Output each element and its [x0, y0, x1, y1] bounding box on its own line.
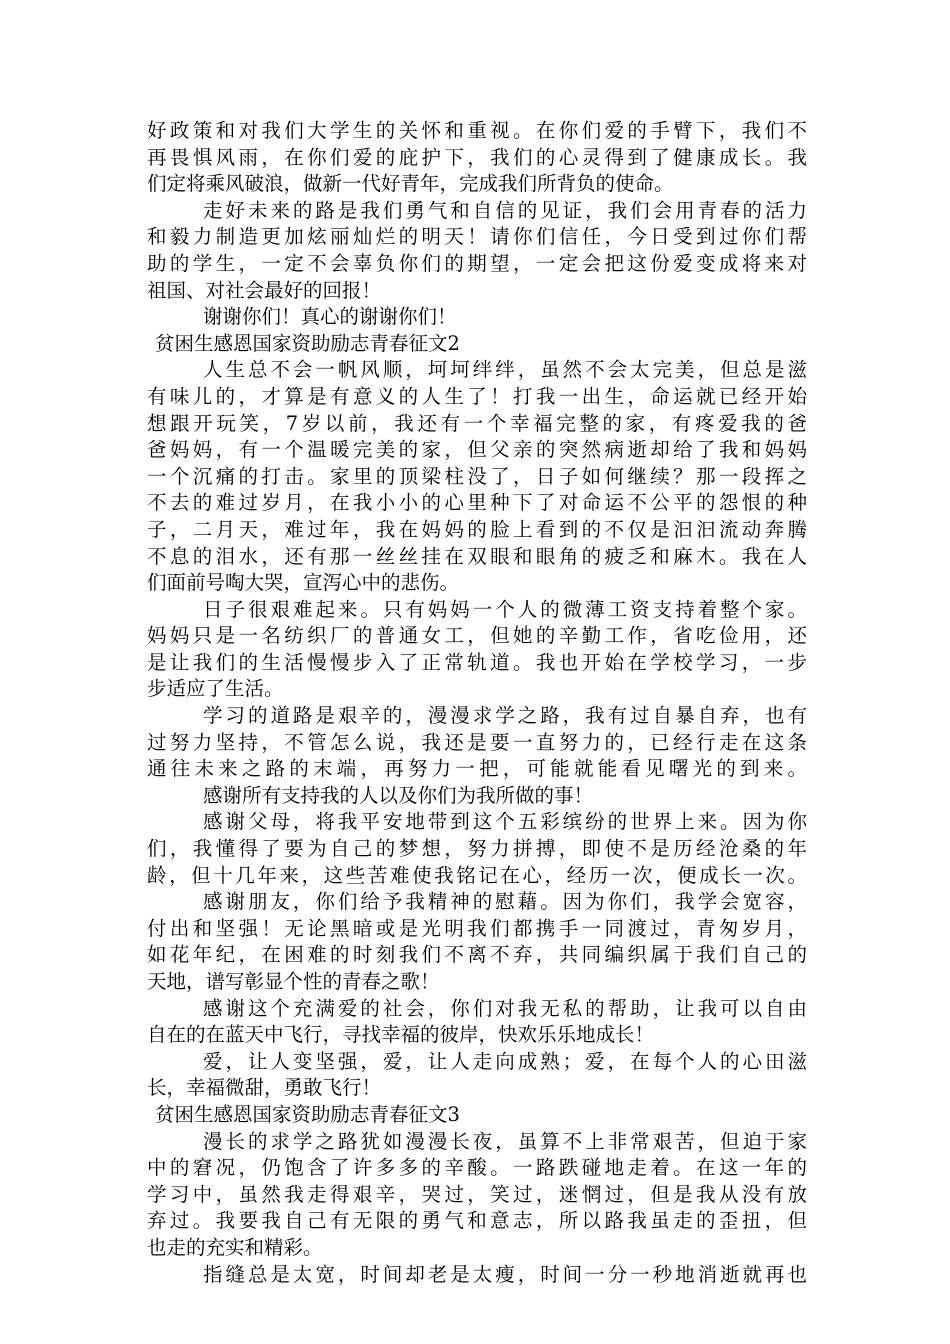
text-line: 想跟开玩笑，7岁以前，我还有一个幸福完整的家，有疼爱我的爸 — [147, 411, 807, 435]
paragraph-start-line: 日子很艰难起来。只有妈妈一个人的微薄工资支持着整个家。 — [203, 597, 807, 621]
text-line: 们，我懂得了要为自己的梦想，努力拼搏，即使不是历经沧桑的年 — [147, 837, 807, 861]
text-line: 如花年纪，在困难的时刻我们不离不弃，共同编织属于我们自己的 — [147, 943, 807, 967]
text-line: 龄，但十几年来，这些苦难使我铭记在心，经历一次，便成长一次。 — [147, 863, 807, 887]
text-line: 不去的难过岁月，在我小小的心里种下了对命运不公平的怨恨的种 — [147, 491, 807, 515]
text-line: 步适应了生活。 — [147, 677, 284, 701]
paragraph-start-line: 感谢所有支持我的人以及你们为我所做的事！ — [203, 783, 594, 807]
text-line: 祖国、对社会最好的回报！ — [147, 278, 382, 302]
text-line: 再畏惧风雨，在你们爱的庇护下，我们的心灵得到了健康成长。我 — [147, 145, 807, 169]
text-line: 妈妈只是一名纺织厂的普通女工，但她的辛勤工作，省吃俭用，还 — [147, 624, 807, 648]
text-line: 助的学生，一定不会辜负你们的期望，一定会把这份爱变成将来对 — [147, 251, 807, 275]
document-page — [147, 118, 807, 1288]
text-line: 是让我们的生活慢慢步入了正常轨道。我也开始在学校学习，一步 — [147, 650, 807, 674]
paragraph-start-line: 学习的道路是艰辛的，漫漫求学之路，我有过自暴自弃，也有 — [203, 704, 807, 728]
text-line: 们面前号啕大哭，宣泻心中的悲伤。 — [147, 571, 460, 595]
text-line: 爸妈妈，有一个温暖完美的家，但父亲的突然病逝却给了我和妈妈 — [147, 438, 807, 462]
paragraph-start-line: 感谢朋友，你们给予我精神的慰藉。因为你们，我学会宽容， — [203, 890, 807, 914]
text-line: 也走的充实和精彩。 — [147, 1235, 323, 1259]
paragraph-start-line: 感谢这个充满爱的社会，你们对我无私的帮助，让我可以自由 — [203, 996, 807, 1020]
paragraph-start-line: 谢谢你们！真心的谢谢你们！ — [203, 305, 457, 329]
text-line: 和毅力制造更加炫丽灿烂的明天！请你们信任，今日受到过你们帮 — [147, 225, 807, 249]
paragraph-start-line: 漫长的求学之路犹如漫漫长夜，虽算不上非常艰苦，但迫于家 — [203, 1129, 807, 1153]
paragraph-start-line: 指缝总是太宽，时间却老是太瘦，时间一分一秒地消逝就再也 — [203, 1262, 807, 1286]
text-line: 付出和坚强！无论黑暗或是光明我们都携手一同渡过，青匆岁月， — [147, 916, 807, 940]
text-line: 学习中，虽然我走得艰辛，哭过，笑过，迷惘过，但是我从没有放 — [147, 1182, 807, 1206]
section-heading: 贫困生感恩国家资助励志青春征文2 — [155, 331, 460, 355]
text-line: 自在的在蓝天中飞行，寻找幸福的彼岸，快欢乐乐地成长！ — [147, 1023, 655, 1047]
section-heading: 贫困生感恩国家资助励志青春征文3 — [155, 1102, 460, 1126]
text-line: 子，二月天，难过年，我在妈妈的脸上看到的不仅是汩汩流动奔腾 — [147, 517, 807, 541]
paragraph-start-line: 走好未来的路是我们勇气和自信的见证，我们会用青春的活力 — [203, 198, 807, 222]
text-line: 们定将乘风破浪，做新一代好青年，完成我们所背负的使命。 — [147, 172, 674, 196]
text-line: 过努力坚持，不管怎么说，我还是要一直努力的，已经行走在这条 — [147, 730, 807, 754]
text-line: 中的窘况，仍饱含了许多多的辛酸。一路跌碰地走着。在这一年的 — [147, 1156, 807, 1180]
text-line: 一个沉痛的打击。家里的顶梁柱没了，日子如何继续？那一段挥之 — [147, 464, 807, 488]
paragraph-start-line: 感谢父母，将我平安地带到这个五彩缤纷的世界上来。因为你 — [203, 810, 807, 834]
text-line: 长，幸福微甜，勇敢飞行！ — [147, 1076, 382, 1100]
text-line: 天地，谱写彰显个性的青春之歌！ — [147, 970, 440, 993]
text-line: 好政策和对我们大学生的关怀和重视。在你们爱的手臂下，我们不 — [147, 119, 807, 142]
text-line: 有味儿的，才算是有意义的人生了！打我一出生，命运就已经开始 — [147, 384, 807, 408]
text-line: 通往未来之路的末端，再努力一把，可能就能看见曙光的到来。 — [147, 757, 807, 781]
text-line: 弃过。我要我自己有无限的勇气和意志，所以路我虽走的歪扭，但 — [147, 1209, 807, 1233]
text-line: 不息的泪水，还有那一丝丝挂在双眼和眼角的疲乏和麻木。我在人 — [147, 544, 807, 568]
paragraph-start-line: 人生总不会一帆风顺，坷坷绊绊，虽然不会太完美，但总是滋 — [203, 358, 807, 382]
paragraph-start-line: 爱，让人变坚强，爱，让人走向成熟；爱，在每个人的心田滋 — [203, 1049, 807, 1073]
